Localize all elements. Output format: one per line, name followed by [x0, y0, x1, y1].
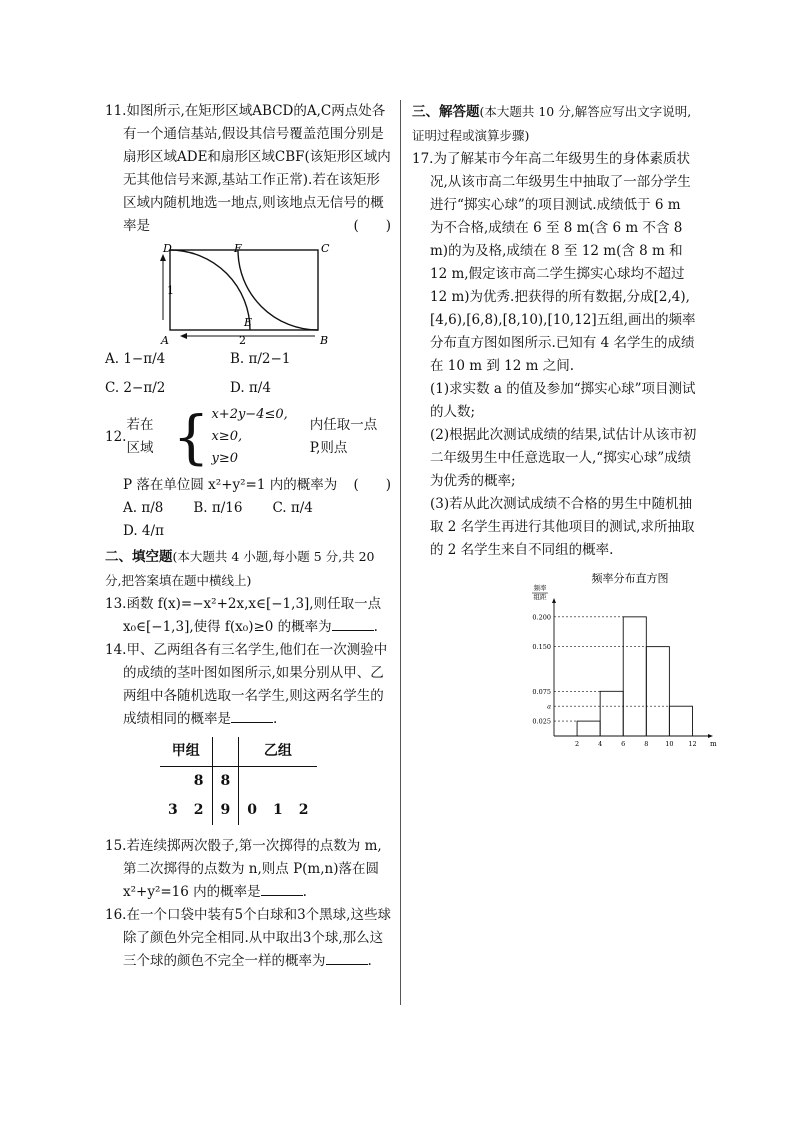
option-b: B. π/16 — [193, 500, 243, 516]
answer-blank[interactable] — [326, 950, 368, 965]
histogram-bar — [577, 721, 600, 736]
answer-blank[interactable] — [332, 616, 374, 631]
question-text: 若连续掷两次骰子,第一次掷得的点数为 m,第二次掷得的点数为 n,则点 P(m,n)落在圆 x²+y²=16 内的概率是 — [123, 838, 382, 900]
rectangle-figure — [105, 240, 391, 348]
leaf: 1 — [273, 802, 283, 818]
section-title: 三、解答题 — [412, 104, 480, 120]
y-tick-label: 0.075 — [532, 687, 551, 696]
options-q11-row2 — [105, 377, 391, 400]
section-2-heading — [105, 545, 391, 593]
leaf — [160, 767, 186, 797]
question-17 — [412, 148, 698, 378]
option-d: D. 4/π — [123, 523, 164, 539]
leaf — [265, 767, 291, 797]
answer-blank[interactable] — [261, 881, 303, 896]
label-C: C — [321, 242, 330, 255]
question-number: 16. — [105, 907, 127, 923]
right-group-header: 乙组 — [239, 737, 317, 767]
histogram-bar — [600, 691, 623, 736]
y-tick-label: a — [547, 702, 551, 711]
question-13 — [105, 593, 391, 639]
inequality-2: x≥0, — [211, 429, 243, 444]
question-number: 12. — [105, 428, 127, 445]
period: . — [367, 953, 372, 969]
table-row — [160, 767, 317, 797]
answer-paren: ( ) — [353, 218, 391, 234]
question-tail: 内任取一点 P,则点 — [309, 417, 378, 456]
table-row — [160, 796, 317, 825]
x-tick-label: 12 — [688, 740, 697, 748]
question-text: P 落在单位圆 x²+y²=1 内的概率为 — [123, 477, 338, 493]
y-tick-label: 0.200 — [532, 613, 551, 622]
x-axis-arrow-icon — [708, 734, 713, 738]
period: . — [273, 711, 278, 727]
label-E: E — [244, 316, 253, 329]
question-number: 14. — [105, 642, 127, 658]
left-group-header: 甲组 — [160, 737, 212, 767]
question-17-part-1: (1)求实数 a 的值及参加“掷实心球”项目测试的人数; — [430, 381, 696, 420]
histogram-bar — [623, 617, 646, 736]
options-q12 — [105, 497, 391, 543]
label-F: F — [234, 242, 242, 255]
stem: 9 — [212, 796, 239, 825]
section-3-heading — [412, 100, 698, 148]
leaf: 8 — [193, 773, 204, 789]
y-tick-label: 0.150 — [532, 643, 551, 652]
label-width-2: 2 — [239, 334, 246, 347]
stem-leaf-table — [160, 737, 317, 825]
sector-ADE-arc — [170, 250, 253, 330]
leaf — [239, 767, 265, 797]
period: . — [302, 884, 307, 900]
y-tick-labels — [532, 613, 551, 725]
option-a: A. 1−π/4 — [105, 351, 166, 367]
x-tick-labels — [575, 740, 697, 748]
chart-title: 频率分布直方图 — [591, 572, 669, 585]
question-text: 函数 f(x)=−x²+2x,x∈[−1,3],则任取一点 x₀∈[−1,3],使得 f(x₀)≥0 的概率为 — [123, 596, 382, 635]
question-text: 如图所示,在矩形区域ABCD的A,C两点处各有一个通信基站,假设其信号覆盖范围分别是扇形区域ADE和扇形区域CBF(该矩形区域内无其他信号来源,基站工作正常).若在该矩形区域内随机地选一地点,则该地点无信号的概率是 — [123, 103, 391, 234]
x-tick-label: 6 — [621, 740, 626, 748]
x-tick-label: 4 — [598, 740, 603, 748]
left-column — [105, 100, 391, 973]
histogram-bar — [669, 706, 692, 736]
answer-blank[interactable] — [231, 708, 273, 723]
x-tick-label: 2 — [575, 740, 580, 748]
question-14 — [105, 639, 391, 825]
question-text: 甲、乙两组各有三名学生,他们在一次测验中的成绩的茎叶图如图所示,如果分别从甲、乙两组中各随机选取一名学生,则这两名学生的成绩相同的概率是 — [123, 642, 388, 727]
section-note: (本大题共 10 分,解答应写出文字说明,证明过程或演算步骤) — [412, 104, 692, 143]
height-arrow-head — [160, 254, 166, 261]
question-17-part-3: (3)若从此次测试成绩不合格的男生中随机抽取 2 名学生再进行其他项目的测试,求所抽取的 2 名学生来自不同组的概率. — [430, 496, 695, 558]
stem: 8 — [212, 767, 239, 797]
histogram-bar — [646, 647, 669, 736]
y-tick-label: 0.025 — [532, 717, 551, 726]
brace-icon: { — [172, 403, 210, 471]
question-number: 15. — [105, 838, 127, 854]
section-note: (本大题共 4 小题,每小题 5 分,共 20 分,把答案填在题中横线上) — [105, 549, 375, 588]
leaf: 0 — [247, 802, 257, 818]
y-label-bottom: 组距 — [533, 593, 547, 601]
width-arrow-head — [180, 333, 187, 339]
x-tick-label: 8 — [644, 740, 649, 748]
column-divider — [400, 100, 401, 1005]
question-number: 13. — [105, 596, 127, 612]
histogram-bars — [577, 617, 692, 736]
leaf: 3 — [168, 802, 178, 818]
question-number: 17. — [412, 151, 434, 167]
frequency-histogram — [522, 568, 722, 758]
question-text: 在一个口袋中装有5个白球和3个黑球,这些球除了颜色外完全相同.从中取出3个球,那么这三个球的颜色不完全一样的概率为 — [123, 907, 391, 969]
axes — [552, 598, 713, 738]
inequality-1: x+2y−4≤0, — [211, 407, 288, 422]
question-text: 为了解某市今年高二年级男生的身体素质状况,从该市高二年级男生中抽取了一部分学生进行“掷实心球”的项目测试.成绩低于 6 m 为不合格,成绩在 6 至 8 m(含 6 m 不含 8 m)的为及格,成绩在 8 至 12 m(含 8 m 和 12 m,假定该市高二学生掷实心球均不超过 12 m)为优秀.把获得的所有数据,分成[2,4),[4,6),[6,8),[8,10),[10,12]五组,画出的频率分布直方图如图所示.已知有 4 名学生的成绩在 10 m 到 12 m 之间. — [430, 151, 696, 374]
region-system — [105, 404, 391, 470]
leaf — [291, 767, 317, 797]
option-b: B. π/2−1 — [230, 351, 291, 367]
question-15 — [105, 835, 391, 904]
right-column — [412, 100, 717, 758]
period: . — [373, 619, 378, 635]
question-11 — [105, 100, 391, 400]
y-axis-arrow-icon — [552, 598, 556, 603]
question-lead: 若在区域 — [126, 417, 154, 456]
section-title: 二、填空题 — [105, 549, 173, 565]
x-tick-label: 10 — [665, 740, 674, 748]
option-a: A. π/8 — [123, 500, 164, 516]
question-12 — [105, 404, 391, 543]
label-height-1: 1 — [167, 284, 174, 297]
label-A: A — [161, 334, 169, 347]
option-c: C. 2−π/2 — [105, 380, 166, 396]
option-d: D. π/4 — [230, 380, 271, 396]
reference-lines — [554, 617, 669, 721]
question-16 — [105, 904, 391, 973]
inequality-3: y≥0 — [211, 451, 238, 466]
leaf: 2 — [298, 802, 309, 818]
leaf: 2 — [193, 802, 204, 818]
question-17-part-2: (2)根据此次测试成绩的结果,试估计从该市初二年级男生中任意选取一人,“掷实心球”成绩为优秀的概率; — [430, 427, 697, 489]
system-lines — [211, 404, 287, 470]
question-number: 11. — [105, 103, 127, 119]
label-B: B — [320, 334, 329, 347]
label-D: D — [163, 242, 172, 255]
x-axis-label: m — [710, 740, 717, 748]
answer-paren: ( ) — [353, 477, 391, 493]
option-c: C. π/4 — [272, 500, 313, 516]
options-q11 — [105, 348, 391, 371]
y-label-top: 频率 — [533, 584, 547, 592]
